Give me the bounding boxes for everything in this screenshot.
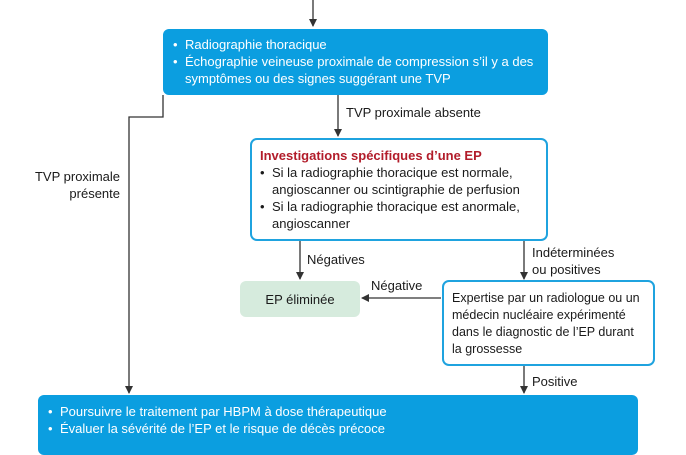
investigations-list xyxy=(260,164,538,232)
imaging-item: • Radiographie thoracique xyxy=(173,36,538,53)
expertise-text: Expertise par un radiologue ou un médecin nucléaire expérimenté dans le diagnostic de l’EP durant la grossesse xyxy=(452,291,640,356)
investigations-heading: Investigations spécifiques d’une EP xyxy=(260,148,482,163)
label-tvp-presente-line1: TVP proximale xyxy=(34,169,120,184)
label-tvp-absente: TVP proximale absente xyxy=(346,105,481,120)
ep-eliminee-box xyxy=(240,281,360,317)
label-positive: Positive xyxy=(532,374,578,389)
imaging-item: • Échographie veineuse proximale de compression s’il y a des symptômes ou des signes suggérant une TVP xyxy=(173,53,538,87)
imaging-box xyxy=(163,29,548,95)
label-indeterminees xyxy=(532,244,614,278)
treatment-box xyxy=(38,395,638,455)
label-tvp-presente xyxy=(14,168,120,202)
expertise-box xyxy=(442,280,655,366)
treatment-item: • Poursuivre le traitement par HBPM à dose thérapeutique xyxy=(48,403,628,420)
investigations-box xyxy=(250,138,548,241)
treatment-item: • Évaluer la sévérité de l’EP et le risque de décès précoce xyxy=(48,420,628,437)
investigations-item: • Si la radiographie thoracique est normale, angioscanner ou scintigraphie de perfusion xyxy=(260,164,538,198)
label-negative: Négative xyxy=(371,278,423,293)
label-negatives: Négatives xyxy=(307,252,365,267)
treatment-list xyxy=(48,403,628,437)
ep-eliminee-label: EP éliminée xyxy=(265,291,335,307)
label-indeterminees-line2: ou positives xyxy=(532,262,601,277)
arrow-tvp-presente xyxy=(129,95,163,393)
investigations-item: • Si la radiographie thoracique est anormale, angioscanner xyxy=(260,198,538,232)
label-tvp-presente-line2: présente xyxy=(69,186,120,201)
label-indeterminees-line1: Indéterminées xyxy=(532,245,615,260)
imaging-list xyxy=(173,36,538,87)
